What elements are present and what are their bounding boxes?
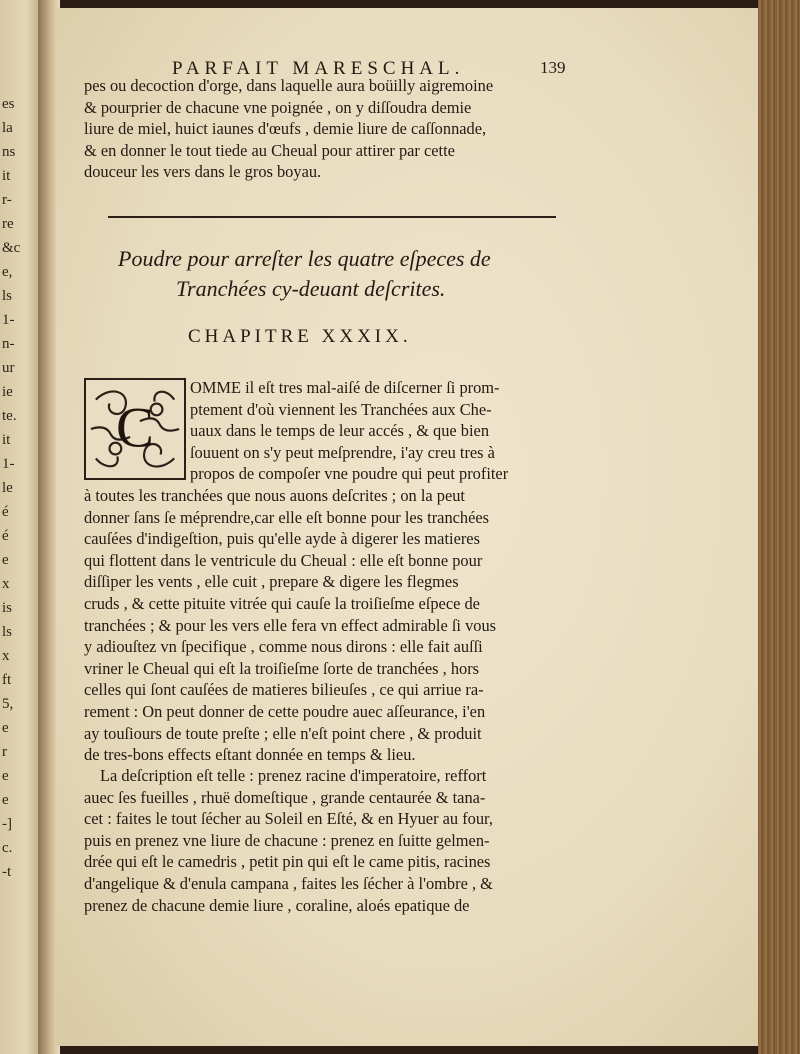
text-line: cet : faites le tout ſécher au Soleil en Eſté, & en Hyuer au four, bbox=[84, 809, 493, 829]
margin-fragment: 1- bbox=[2, 456, 15, 472]
margin-fragment: ls bbox=[2, 624, 13, 640]
margin-fragment: -] bbox=[2, 816, 12, 832]
text-line: auec ſes fueilles , rhuë domeſtique , grande centaurée & tana- bbox=[84, 787, 486, 807]
text-line: diſſiper les vents , elle cuit , prepare & digere les flegmes bbox=[84, 572, 459, 592]
margin-fragment: é bbox=[2, 528, 9, 544]
text-line: qui flottent dans le ventricule du Cheual : elle eſt bonne pour bbox=[84, 550, 483, 570]
margin-fragment: te. bbox=[2, 408, 17, 424]
margin-fragment: es bbox=[2, 96, 15, 112]
margin-fragment: n- bbox=[2, 336, 15, 352]
margin-fragment: ie bbox=[2, 384, 13, 400]
margin-fragment: e bbox=[2, 720, 9, 736]
text-line: propos de compoſer vne poudre qui peut profiter bbox=[190, 464, 509, 484]
text-line: y adiouſtez vn ſpecifique , comme nous dirons : elle fait auſſi bbox=[84, 637, 483, 657]
margin-fragment: &c bbox=[2, 240, 21, 256]
margin-fragment: ns bbox=[2, 144, 16, 160]
margin-fragment: ft bbox=[2, 672, 12, 688]
margin-fragment: 5, bbox=[2, 696, 14, 712]
svg-text:C: C bbox=[116, 396, 154, 460]
text-line: donner ſans ſe méprendre,car elle eſt bonne pour les tranchées bbox=[84, 507, 490, 527]
text-line: OMME il eſt tres mal-aiſé de diſcerner ſi prom- bbox=[190, 378, 500, 397]
margin-fragment: c. bbox=[2, 840, 13, 856]
section-title-line1: Poudre pour arreſter les quatre eſpeces de bbox=[118, 246, 491, 271]
text-line: vriner le Cheual qui eſt la troiſieſme ſorte de tranchées , hors bbox=[84, 658, 480, 678]
text-line: à toutes les tranchées que nous auons deſcrites ; on la peut bbox=[84, 486, 465, 505]
text-line: prenez de chacune demie liure , coraline, aloés epatique de bbox=[84, 895, 470, 915]
text-line: drée qui eſt le camedris , petit pin qui eſt le came pitis, racines bbox=[84, 852, 491, 872]
margin-fragment: e bbox=[2, 768, 9, 784]
margin-fragment: r bbox=[2, 744, 7, 760]
text-line: ay touſiours de toute preſte ; elle n'eſt point chere , & produit bbox=[84, 723, 482, 743]
margin-fragment: it bbox=[2, 432, 11, 448]
section-title-line2: Tranchées cy-deuant deſcrites. bbox=[176, 276, 446, 301]
margin-fragment: e bbox=[2, 552, 9, 568]
margin-fragment: it bbox=[2, 168, 11, 184]
text-line: puis en prenez vne liure de chacune : prenez en ſuitte gelmen- bbox=[84, 830, 490, 850]
section-divider bbox=[108, 216, 556, 218]
book-fore-edge bbox=[758, 0, 800, 1054]
margin-fragment: la bbox=[2, 120, 13, 136]
margin-fragment: x bbox=[2, 576, 10, 592]
margin-fragment: 1- bbox=[2, 312, 15, 328]
margin-fragment: é bbox=[2, 504, 9, 520]
text-line: pes ou decoction d'orge, dans laquelle aura boüilly aigremoine bbox=[84, 76, 494, 95]
text-line: rement : On peut donner de cette poudre auec aſſeurance, i'en bbox=[84, 702, 486, 721]
text-line: ptement d'où viennent les Tranchées aux Che- bbox=[190, 399, 492, 419]
text-line: tranchées ; & pour les vers elle fera vn effect admirable ſi vous bbox=[84, 615, 497, 635]
text-line: douceur les vers dans le gros boyau. bbox=[84, 162, 322, 181]
text-line: cauſées d'indigeſtion, puis qu'elle ayde à digerer les matieres bbox=[84, 529, 480, 549]
margin-fragment: e, bbox=[2, 264, 13, 280]
margin-fragment: ur bbox=[2, 360, 15, 376]
margin-fragment: le bbox=[2, 480, 13, 496]
margin-fragment: -t bbox=[2, 864, 12, 880]
text-line: de tres-bons effects eſtant donnée en temps & lieu. bbox=[84, 745, 416, 765]
decorated-initial bbox=[84, 378, 186, 480]
page-number: 139 bbox=[540, 58, 566, 77]
ornament-icon bbox=[86, 380, 184, 478]
text-line: La deſcription eſt telle : prenez racine d'imperatoire, reffort bbox=[100, 766, 487, 785]
text-line: uaux dans le temps de leur accés , & que bien bbox=[190, 421, 490, 441]
margin-fragment: e bbox=[2, 792, 9, 808]
text-line: & en donner le tout tiede au Cheual pour attirer par cette bbox=[84, 140, 455, 160]
margin-fragment: is bbox=[2, 600, 13, 616]
margin-fragment: ls bbox=[2, 288, 13, 304]
text-line: ſouuent on s'y peut meſprendre, i'ay creu tres à bbox=[190, 442, 495, 462]
margin-fragment: x bbox=[2, 648, 10, 664]
text-line: cruds , & cette pituite vitrée qui cauſe la troiſieſme eſpece de bbox=[84, 594, 480, 613]
margin-fragment: r- bbox=[2, 192, 12, 208]
text-line: d'angelique & d'enula campana , faites les ſécher à l'ombre , & bbox=[84, 874, 493, 893]
chapter-heading: CHAPITRE XXXIX. bbox=[188, 326, 412, 347]
text-line: celles qui ſont cauſées de matieres bilieuſes , ce qui arriue ra- bbox=[84, 680, 484, 700]
text-line: & pourprier de chacune vne poignée , on y diſſoudra demie bbox=[84, 97, 472, 117]
text-line: liure de miel, huict iaunes d'œufs , demie liure de caſſonnade, bbox=[84, 119, 487, 138]
margin-fragment: re bbox=[2, 216, 14, 232]
running-title: PARFAIT MARESCHAL. bbox=[172, 58, 465, 79]
